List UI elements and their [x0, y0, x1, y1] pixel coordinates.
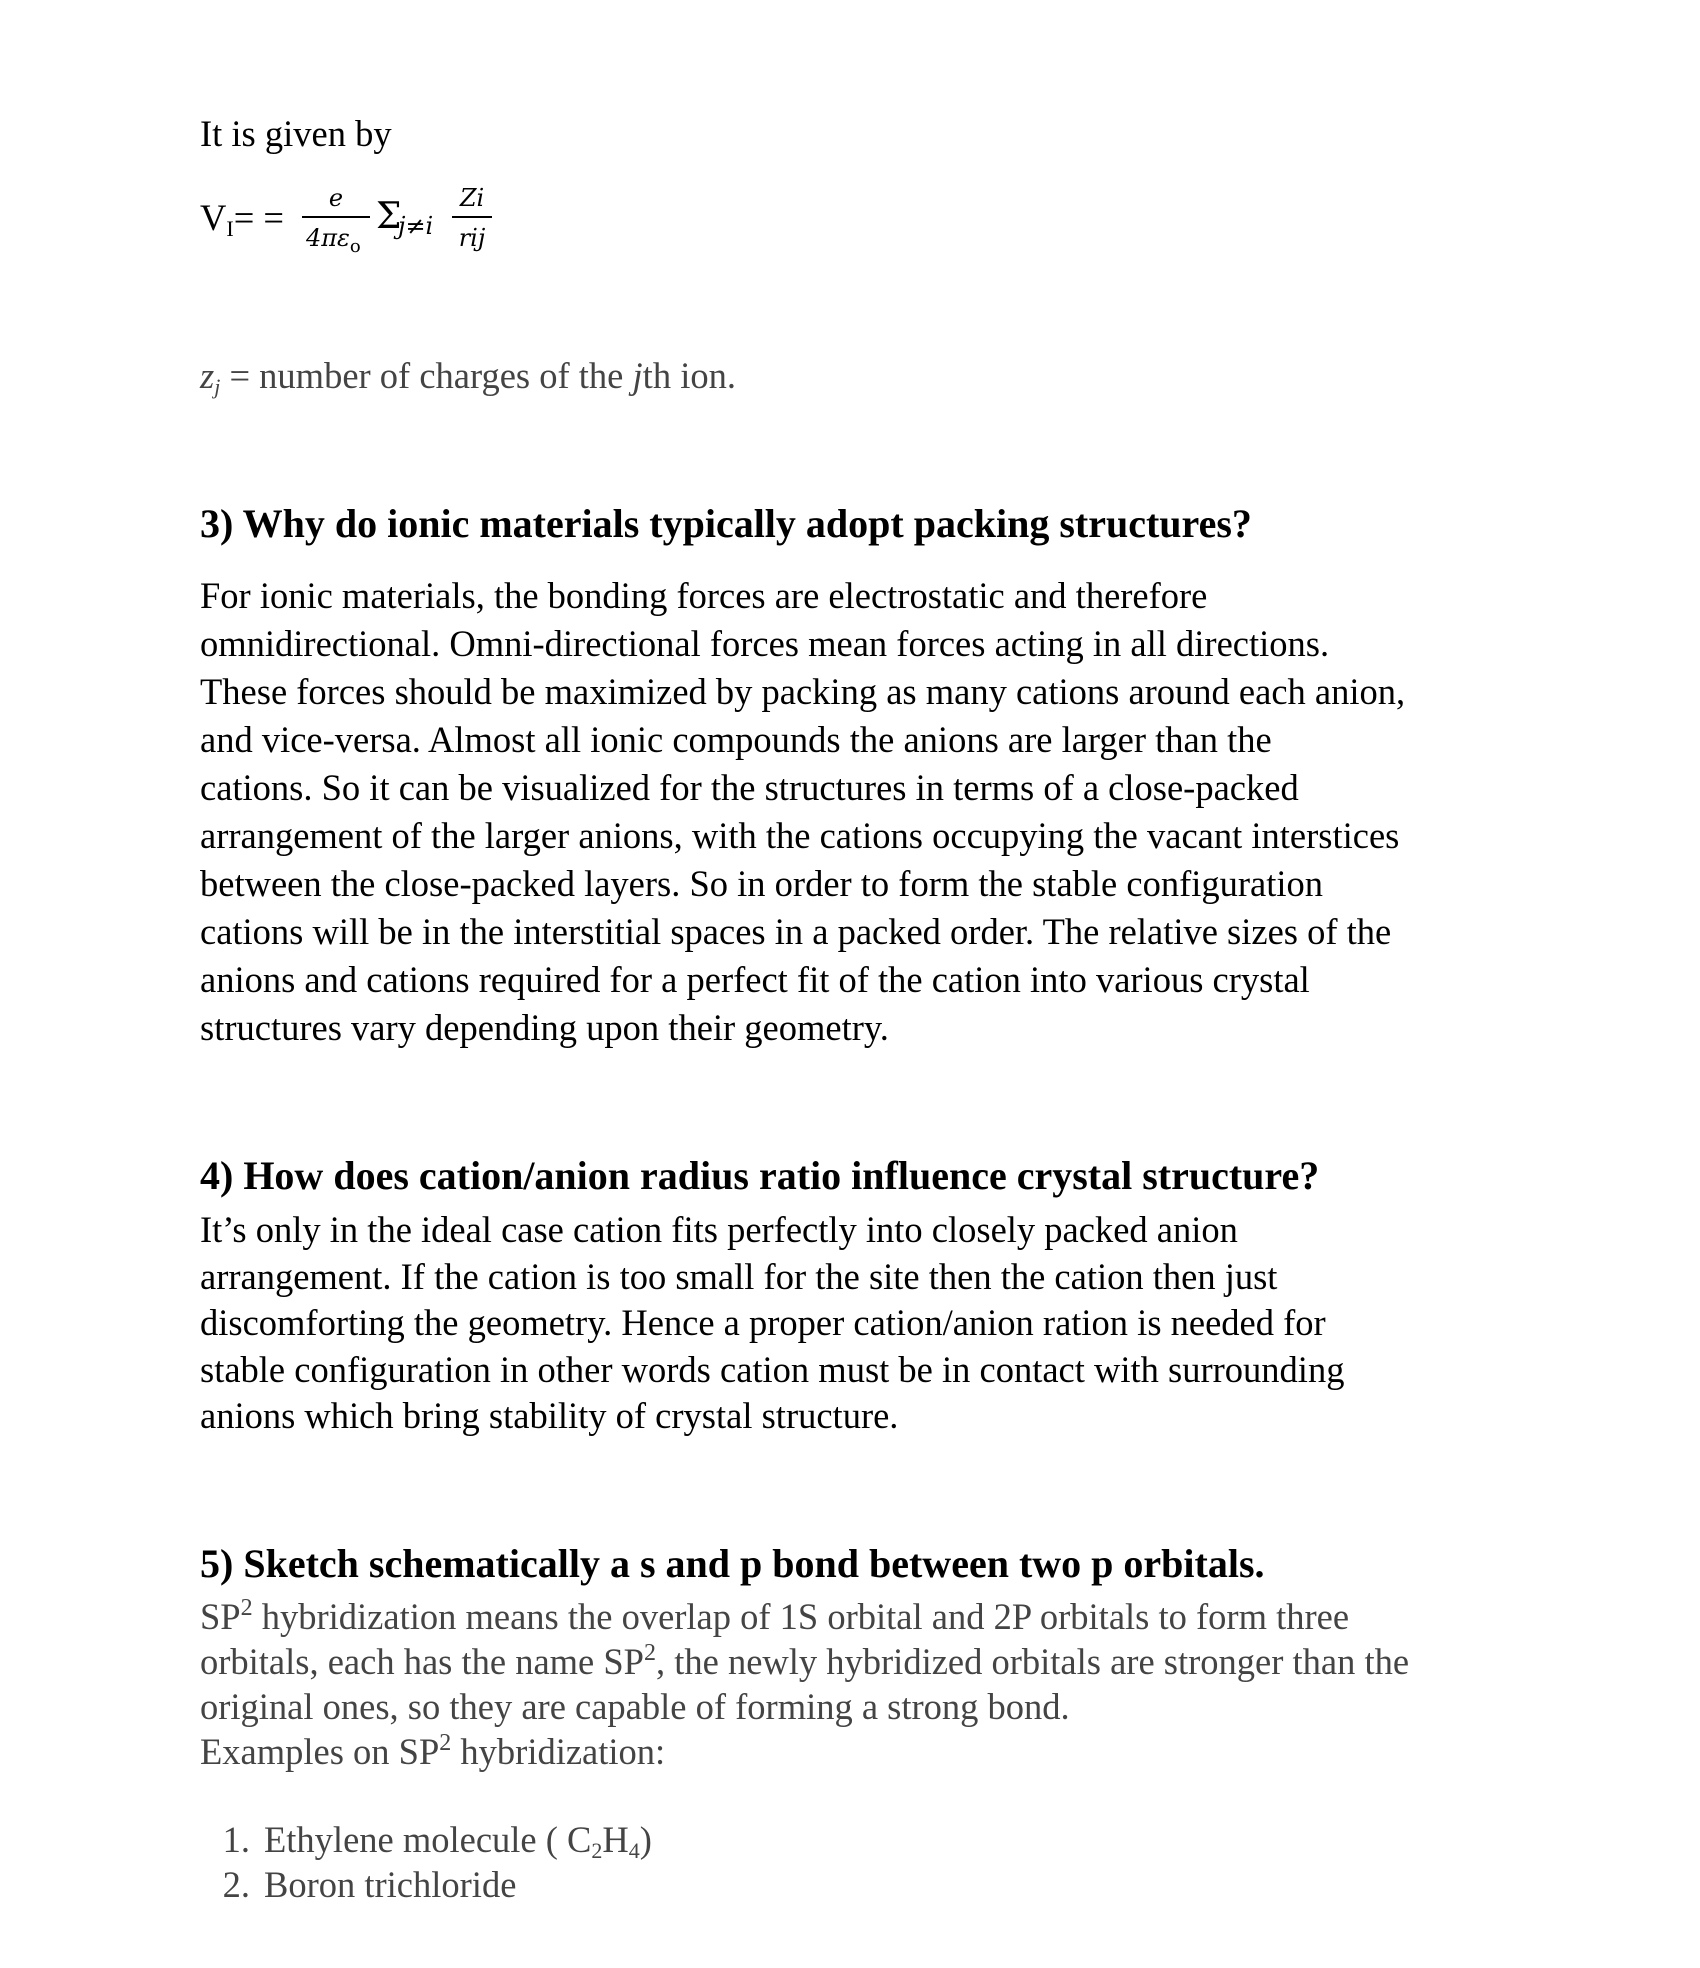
- fraction-denominator: $4\pi\varepsilon_o$: [306, 224, 361, 257]
- q4-line: arrangement. If the cation is too small for the site then the cation then just: [200, 1255, 1278, 1297]
- q4-line: stable configuration in other words cation must be in contact with surrounding: [200, 1348, 1345, 1390]
- fraction-numerator: Zi: [459, 184, 485, 212]
- q5-line: $SP^2$ hybridization means the overlap of 1S orbital and 2P orbitals to form three: [200, 1595, 1350, 1637]
- q3-answer: [200, 572, 1520, 1052]
- fraction-e-over-4pi-eps: [302, 184, 370, 264]
- q3-line: between the close-packed layers. So in order to form the stable configuration: [200, 863, 1323, 904]
- q5-heading: 5) Sketch schematically a s and p bond between two p orbitals.: [200, 1541, 1265, 1586]
- zj-definition: $z_j$ = number of charges of the jth ion.: [200, 355, 736, 399]
- q3-line: cations will be in the interstitial spaces in a packed order. The relative sizes of the: [200, 911, 1392, 952]
- q4-answer: [200, 1207, 1520, 1440]
- q3-line: and vice-versa. Almost all ionic compounds the anions are larger than the: [200, 719, 1272, 760]
- list-item: [200, 1863, 516, 1906]
- q4-line: anions which bring stability of crystal structure.: [200, 1395, 899, 1436]
- intro-text: It is given by: [200, 113, 392, 154]
- fraction-numerator: e: [328, 184, 344, 212]
- equation-lhs: $V_I=$ =: [200, 197, 284, 241]
- fraction-denominator: rij: [458, 224, 486, 252]
- q3-line: For ionic materials, the bonding forces are electrostatic and therefore: [200, 575, 1208, 616]
- fraction-zi-over-rij: [452, 184, 492, 264]
- q3-line: cations. So it can be visualized for the structures in terms of a close-packed: [200, 767, 1299, 808]
- q3-line: anions and cations required for a perfect fit of the cation into various crystal: [200, 959, 1310, 1000]
- q4-line: It’s only in the ideal case cation fits perfectly into closely packed anion: [200, 1209, 1238, 1250]
- q5-line: orbitals, each has the name $SP^2$, the newly hybridized orbitals are stronger than the: [200, 1640, 1410, 1682]
- q4-heading: 4) How does cation/anion radius ratio influence crystal structure?: [200, 1153, 1320, 1198]
- list-item-number: 2.: [222, 1864, 250, 1905]
- list-item-text: Boron trichloride: [264, 1864, 517, 1905]
- sigma-subscript: j≠i: [398, 212, 434, 240]
- list-item-number: 1.: [222, 1819, 250, 1860]
- list-item: 1. Ethylene molecule ( $C_2H_4$): [200, 1818, 652, 1861]
- q5-line: original ones, so they are capable of forming a strong bond.: [200, 1686, 1070, 1727]
- q3-line: These forces should be maximized by packing as many cations around each anion,: [200, 671, 1406, 712]
- q3-line: omnidirectional. Omni-directional forces mean forces acting in all directions.: [200, 623, 1330, 664]
- q3-heading: 3) Why do ionic materials typically adopt packing structures?: [200, 501, 1252, 546]
- q3-line: arrangement of the larger anions, with the cations occupying the vacant interstices: [200, 815, 1400, 856]
- q3-line: structures vary depending upon their geometry.: [200, 1007, 889, 1048]
- q4-line: discomforting the geometry. Hence a proper cation/anion ration is needed for: [200, 1302, 1326, 1343]
- q5-answer: [200, 1594, 1409, 1774]
- q5-line: Examples on $SP^2$ hybridization:: [200, 1730, 666, 1772]
- sigma-symbol: Σ: [376, 196, 402, 237]
